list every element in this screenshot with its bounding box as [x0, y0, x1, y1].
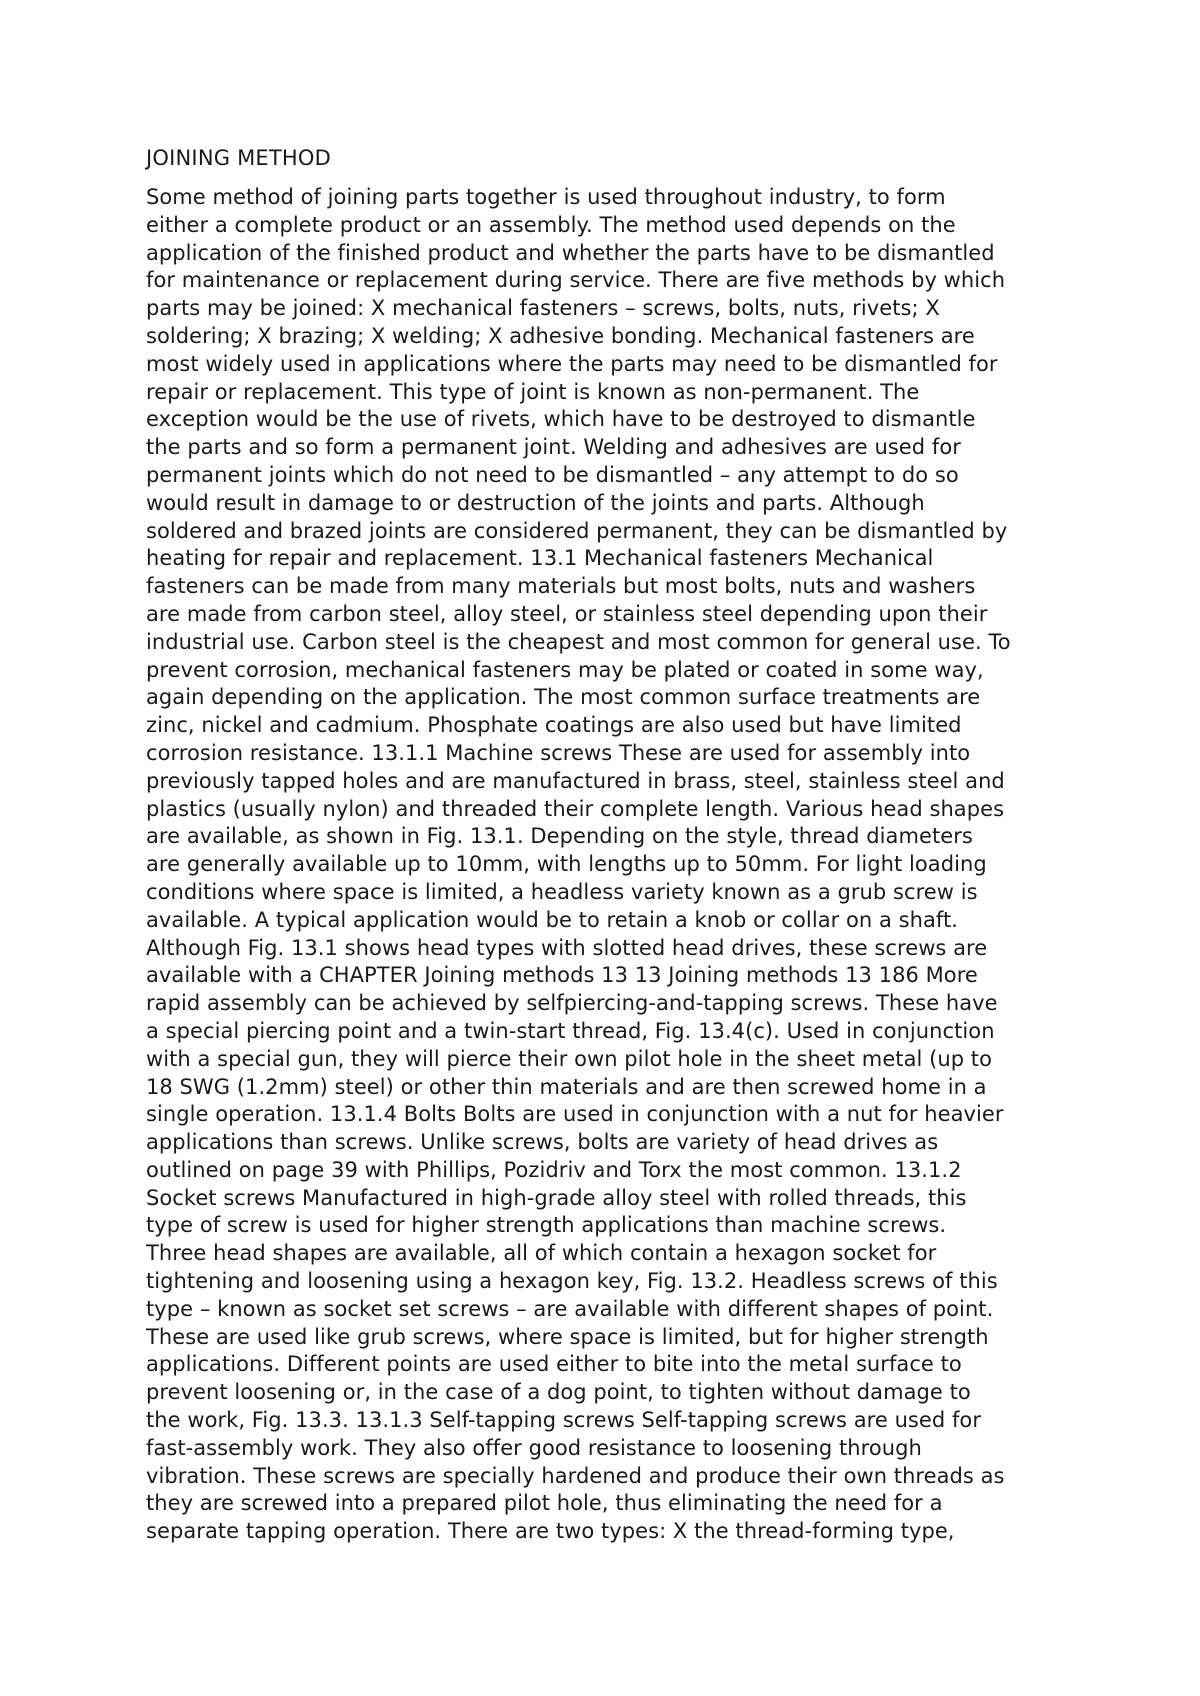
text-line: Three head shapes are available, all of which contain a hexagon socket for — [146, 1241, 937, 1266]
text-line: again depending on the application. The most common surface treatments are — [146, 685, 981, 710]
document-body — [146, 144, 1076, 1546]
text-line: parts may be joined: X mechanical fasteners – screws, bolts, nuts, rivets; X — [146, 296, 940, 321]
text-line: previously tapped holes and are manufactured in brass, steel, stainless steel and — [146, 768, 1005, 793]
text-line: Socket screws Manufactured in high-grade alloy steel with rolled threads, this — [146, 1185, 967, 1210]
text-line: applications than screws. Unlike screws, bolts are variety of head drives as — [146, 1130, 939, 1155]
text-line: permanent joints which do not need to be dismantled – any attempt to do so — [146, 462, 959, 487]
text-line: Although Fig. 13.1 shows head types with slotted head drives, these screws are — [146, 935, 988, 960]
text-line: outlined on page 39 with Phillips, Pozidriv and Torx the most common. 13.1.2 — [146, 1157, 962, 1182]
text-line: would result in damage to or destruction of the joints and parts. Although — [146, 490, 925, 515]
text-line: available. A typical application would be to retain a knob or collar on a shaft. — [146, 907, 959, 932]
text-line: exception would be the use of rivets, which have to be destroyed to dismantle — [146, 407, 976, 432]
text-line: soldering; X brazing; X welding; X adhesive bonding. Mechanical fasteners are — [146, 323, 975, 348]
text-line: most widely used in applications where the parts may need to be dismantled for — [146, 351, 998, 376]
text-line: vibration. These screws are specially hardened and produce their own threads as — [146, 1463, 1005, 1488]
text-line: prevent corrosion, mechanical fasteners may be plated or coated in some way, — [146, 657, 984, 682]
text-line: plastics (usually nylon) and threaded their complete length. Various head shapes — [146, 796, 1005, 821]
text-line: fast-assembly work. They also offer good resistance to loosening through — [146, 1435, 922, 1460]
text-line: tightening and loosening using a hexagon key, Fig. 13.2. Headless screws of this — [146, 1269, 998, 1294]
text-line: fasteners can be made from many materials but most bolts, nuts and washers — [146, 574, 976, 599]
text-line: either a complete product or an assembly. The method used depends on the — [146, 212, 956, 237]
document-text — [146, 184, 1076, 1546]
text-line: repair or replacement. This type of joint is known as non-permanent. The — [146, 379, 920, 404]
text-line: the parts and so form a permanent joint. Welding and adhesives are used for — [146, 435, 961, 460]
text-line: available with a CHAPTER Joining methods 13 13 Joining methods 13 186 More — [146, 963, 978, 988]
text-line: Some method of joining parts together is used throughout industry, to form — [146, 185, 946, 209]
text-line: are made from carbon steel, alloy steel, or stainless steel depending upon their — [146, 601, 988, 626]
text-line: application of the finished product and whether the parts have to be dismantled — [146, 240, 995, 265]
text-line: These are used like grub screws, where space is limited, but for higher strength — [146, 1324, 989, 1349]
text-line: are generally available up to 10mm, with lengths up to 50mm. For light loading — [146, 852, 987, 877]
text-line: they are screwed into a prepared pilot hole, thus eliminating the need for a — [146, 1491, 943, 1516]
text-line: the work, Fig. 13.3. 13.1.3 Self-tapping screws Self-tapping screws are used for — [146, 1408, 982, 1433]
text-line: are available, as shown in Fig. 13.1. Depending on the style, thread diameters — [146, 824, 973, 849]
text-line: conditions where space is limited, a headless variety known as a grub screw is — [146, 879, 978, 904]
text-line: type of screw is used for higher strength applications than machine screws. — [146, 1213, 947, 1238]
text-line: single operation. 13.1.4 Bolts Bolts are used in conjunction with a nut for heavier — [146, 1102, 1004, 1127]
text-line: heating for repair and replacement. 13.1 Mechanical fasteners Mechanical — [146, 546, 934, 571]
text-line: 18 SWG (1.2mm) steel) or other thin materials and are then screwed home in a — [146, 1074, 987, 1099]
text-line: prevent loosening or, in the case of a dog point, to tighten without damage to — [146, 1380, 971, 1405]
text-line: industrial use. Carbon steel is the cheapest and most common for general use. To — [146, 629, 1011, 654]
text-line: with a special gun, they will pierce their own pilot hole in the sheet metal (up to — [146, 1046, 992, 1071]
text-line: a special piercing point and a twin-start thread, Fig. 13.4(c). Used in conjunction — [146, 1018, 995, 1043]
document-title: JOINING METHOD — [146, 146, 331, 170]
text-line: zinc, nickel and cadmium. Phosphate coatings are also used but have limited — [146, 713, 962, 738]
text-line: applications. Different points are used either to bite into the metal surface to — [146, 1352, 962, 1377]
text-line: soldered and brazed joints are considered permanent, they can be dismantled by — [146, 518, 1008, 543]
text-line: rapid assembly can be achieved by selfpiercing-and-tapping screws. These have — [146, 991, 998, 1016]
text-line: for maintenance or replacement during service. There are five methods by which — [146, 268, 1006, 293]
text-line: separate tapping operation. There are two types: X the thread-forming type, — [146, 1519, 955, 1544]
text-line: type – known as socket set screws – are available with different shapes of point. — [146, 1296, 994, 1321]
text-line: corrosion resistance. 13.1.1 Machine screws These are used for assembly into — [146, 740, 971, 765]
